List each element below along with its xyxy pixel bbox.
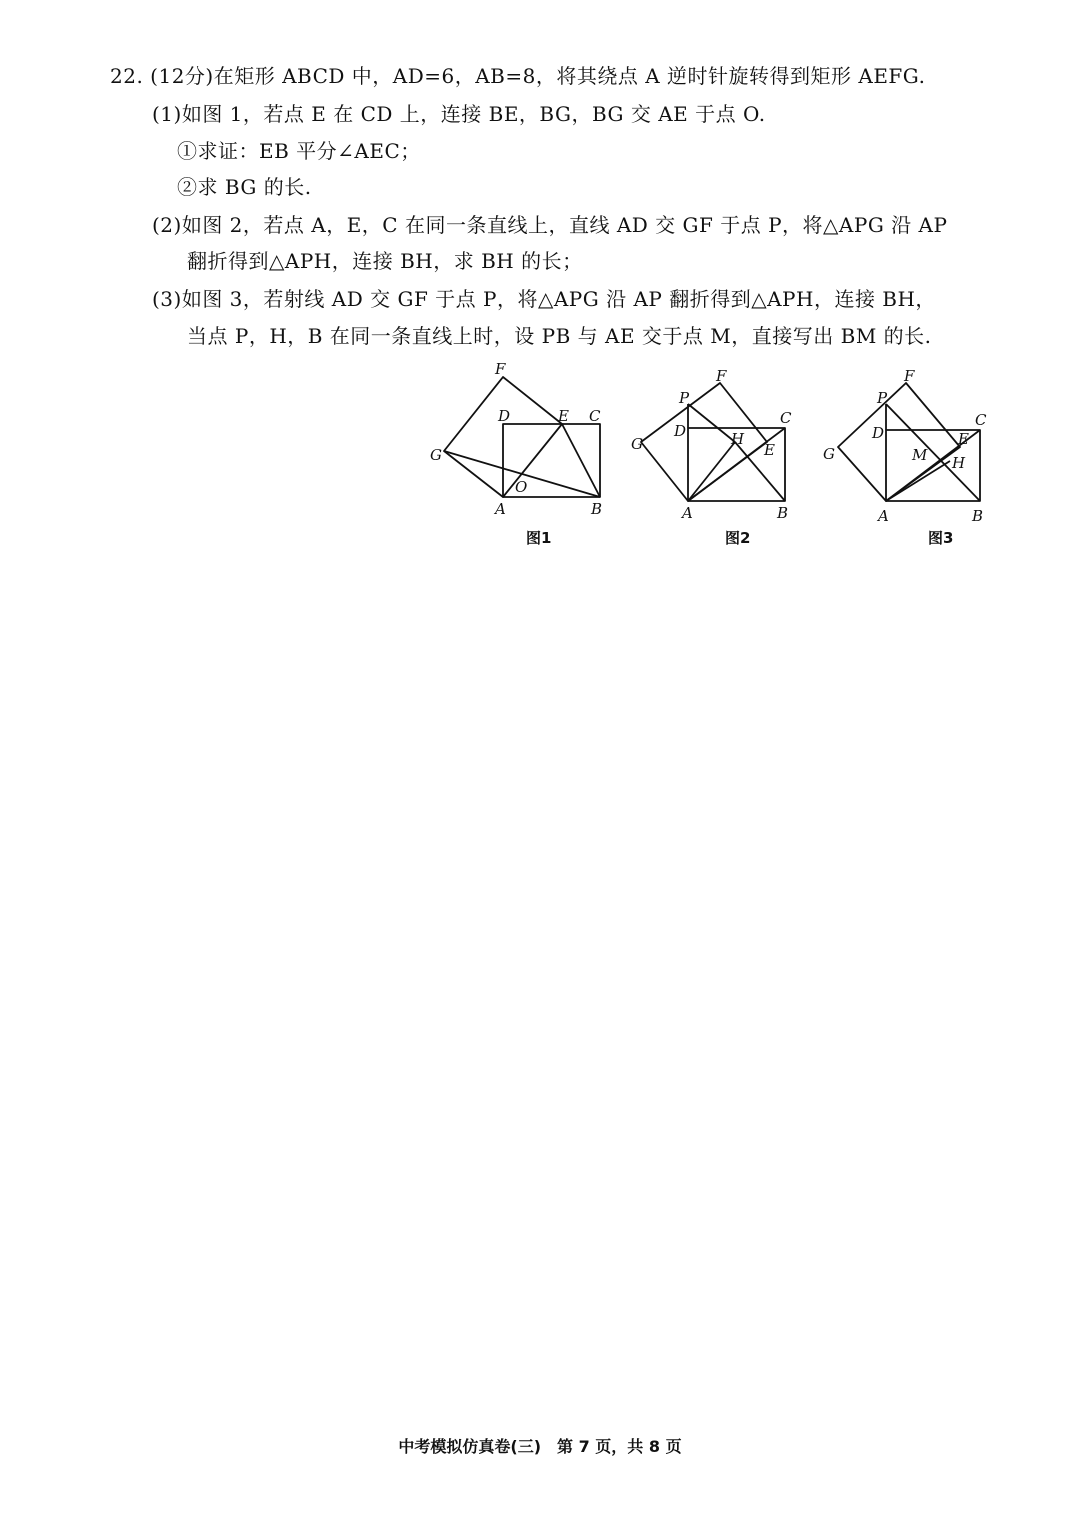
fig2-label-A: A [682, 504, 693, 522]
fig1-label-C: C [589, 407, 601, 425]
fig1-label-B: B [591, 500, 603, 518]
part-2-continued: 翻折得到△APH，连接 BH，求 BH 的长； [187, 249, 583, 273]
fig2-label-P: P [679, 389, 690, 407]
problem-statement: 22. (12分)在矩形 ABCD 中，AD=6，AB=8，将其绕点 A 逆时针旋转得到矩形 AEFG. [110, 64, 926, 88]
page-footer: 中考模拟仿真卷(三) 第 7 页，共 8 页 [398, 1437, 682, 1456]
part-1: (1)如图 1，若点 E 在 CD 上，连接 BE，BG，BG 交 AE 于点 O. [152, 102, 766, 126]
fig1-label-E: E [558, 407, 569, 425]
figure-1-caption: 图1 [526, 529, 552, 547]
fig3-label-E: E [958, 430, 969, 448]
fig3-label-G: G [823, 445, 835, 463]
fig1-label-F: F [495, 360, 506, 378]
fig3-label-F: F [904, 367, 915, 385]
fig1-label-O: O [515, 478, 528, 496]
fig2-label-H: H [731, 430, 745, 448]
fig3-label-B: B [972, 507, 984, 525]
figure-3 [0, 0, 1080, 560]
fig1-label-A: A [495, 500, 506, 518]
fig1-label-D: D [498, 407, 511, 425]
fig2-label-F: F [716, 367, 727, 385]
part-1-subquestion-2: ②求 BG 的长. [177, 175, 312, 199]
fig1-label-G: G [430, 446, 442, 464]
figure-3-diagram [0, 0, 1080, 560]
figure-3-caption: 图3 [928, 529, 954, 547]
fig2-label-C: C [780, 409, 792, 427]
figure-2-caption: 图2 [725, 529, 751, 547]
fig3-label-D: D [872, 424, 885, 442]
part-1-subquestion-1: ①求证：EB 平分∠AEC； [177, 139, 421, 163]
part-2: (2)如图 2，若点 A，E，C 在同一条直线上，直线 AD 交 GF 于点 P，将△APG 沿 AP [152, 213, 948, 237]
fig3-label-M: M [912, 446, 928, 464]
part-3: (3)如图 3，若射线 AD 交 GF 于点 P，将△APG 沿 AP 翻折得到△APH，连接 BH， [152, 287, 936, 311]
fig3-label-P: P [877, 389, 888, 407]
part-3-continued: 当点 P，H，B 在同一条直线上时，设 PB 与 AE 交于点 M，直接写出 BM 的长. [187, 324, 932, 348]
fig3-label-A: A [878, 507, 889, 525]
fig2-label-E: E [764, 441, 775, 459]
fig2-label-G: G [631, 435, 643, 453]
fig2-label-B: B [777, 504, 789, 522]
fig3-label-C: C [975, 411, 987, 429]
fig3-label-H: H [952, 454, 966, 472]
fig2-label-D: D [674, 422, 687, 440]
